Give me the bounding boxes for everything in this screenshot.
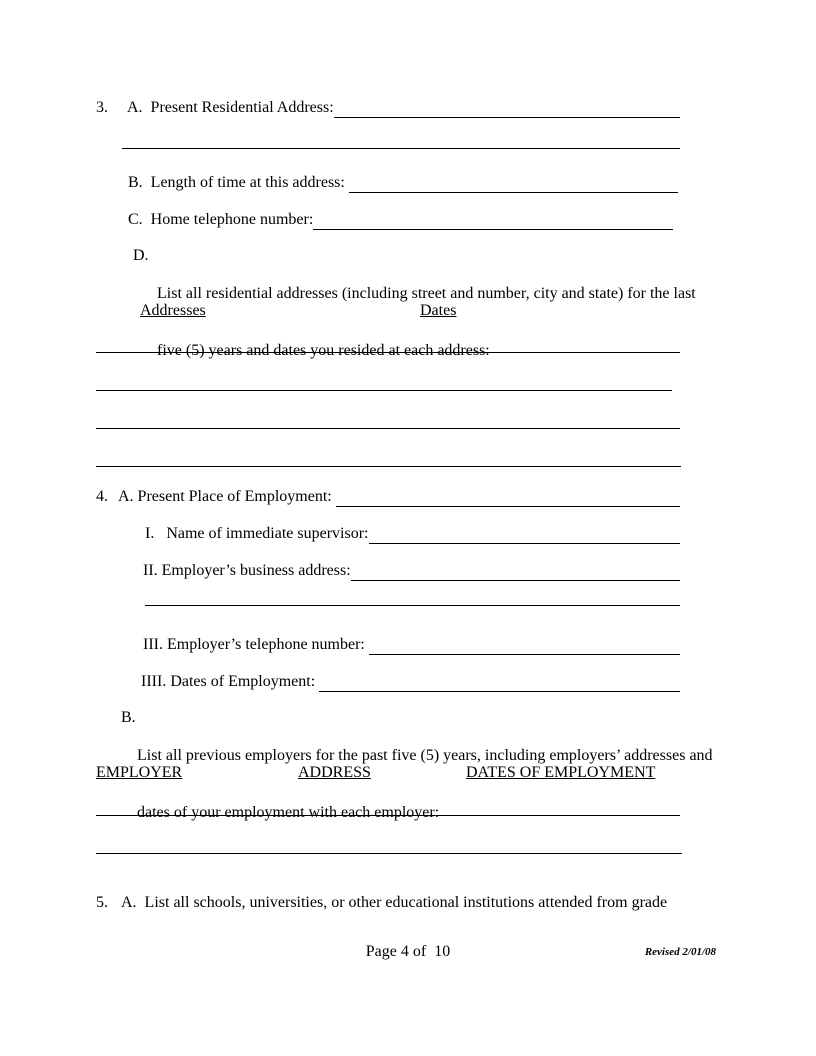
row-present-residential-address xyxy=(96,97,680,118)
blank-line-employer-address-continuation xyxy=(145,605,680,606)
blank-line-address-continuation xyxy=(122,148,680,149)
blank-line-employer-1 xyxy=(96,815,680,816)
fill-line-dates-of-employment xyxy=(319,671,680,692)
previous-employers-instruction xyxy=(121,708,713,860)
blank-line-employer-2 xyxy=(96,853,682,854)
employer-telephone-label: III. Employer’s telephone number: xyxy=(143,636,369,653)
present-employment-label: A. Present Place of Employment: xyxy=(118,488,336,505)
residential-history-instruction xyxy=(133,246,696,398)
address-column-header: ADDRESS xyxy=(298,764,371,781)
addresses-column-header: Addresses xyxy=(140,302,206,319)
fill-line-length-of-time xyxy=(349,172,678,193)
item-4-number: 4. xyxy=(96,488,108,505)
dates-of-employment-column-header: DATES OF EMPLOYMENT xyxy=(466,764,656,781)
residential-history-line-1: List all residential addresses (including street and number, city and state) for the last xyxy=(157,285,696,302)
row-length-of-time xyxy=(128,172,678,193)
row-employer-address xyxy=(143,560,680,581)
dates-of-employment-label: IIII. Dates of Employment: xyxy=(141,673,320,690)
row-dates-of-employment xyxy=(141,671,680,692)
fill-line-employer-address xyxy=(351,560,680,581)
length-of-time-label: B. Length of time at this address: xyxy=(128,174,349,191)
home-telephone-label: C. Home telephone number: xyxy=(128,211,314,228)
fill-line-supervisor xyxy=(369,523,681,544)
page-number: Page 4 of 10 xyxy=(365,943,451,960)
item-b-number: B. xyxy=(121,709,136,726)
row-schools xyxy=(96,892,756,913)
fill-line-present-employment xyxy=(336,486,680,507)
previous-employers-line-2: dates of your employment with each employer: xyxy=(137,804,440,821)
blank-line-address-3 xyxy=(96,428,680,429)
row-home-telephone xyxy=(128,209,673,230)
blank-line-address-4 xyxy=(96,466,681,467)
blank-line-address-1 xyxy=(96,352,680,353)
previous-employers-line-1: List all previous employers for the past five (5) years, including employers’ addresses and xyxy=(137,747,713,764)
row-present-employment xyxy=(96,486,680,507)
item-3-number: 3. xyxy=(96,99,108,116)
employer-address-label: II. Employer’s business address: xyxy=(143,562,351,579)
supervisor-label: I. Name of immediate supervisor: xyxy=(145,525,369,542)
dates-column-header: Dates xyxy=(420,302,457,319)
schools-label: A. List all schools, universities, or other educational institutions attended from grade xyxy=(121,894,668,911)
fill-line-home-telephone xyxy=(313,209,673,230)
residential-history-text xyxy=(157,246,696,398)
fill-line-employer-telephone xyxy=(369,634,680,655)
employer-column-header: EMPLOYER xyxy=(96,764,183,781)
row-supervisor xyxy=(145,523,680,544)
present-residential-address-label: A. Present Residential Address: xyxy=(127,99,334,116)
blank-line-address-2 xyxy=(96,390,672,391)
fill-line-residential-address xyxy=(334,97,680,118)
revision-note: Revised 2/01/08 xyxy=(644,946,716,958)
row-employer-telephone xyxy=(143,634,680,655)
item-5-number: 5. xyxy=(96,894,108,911)
previous-employers-text xyxy=(137,708,713,860)
residential-history-line-2: five (5) years and dates you resided at each address: xyxy=(157,342,490,359)
item-d-number: D. xyxy=(133,247,149,264)
